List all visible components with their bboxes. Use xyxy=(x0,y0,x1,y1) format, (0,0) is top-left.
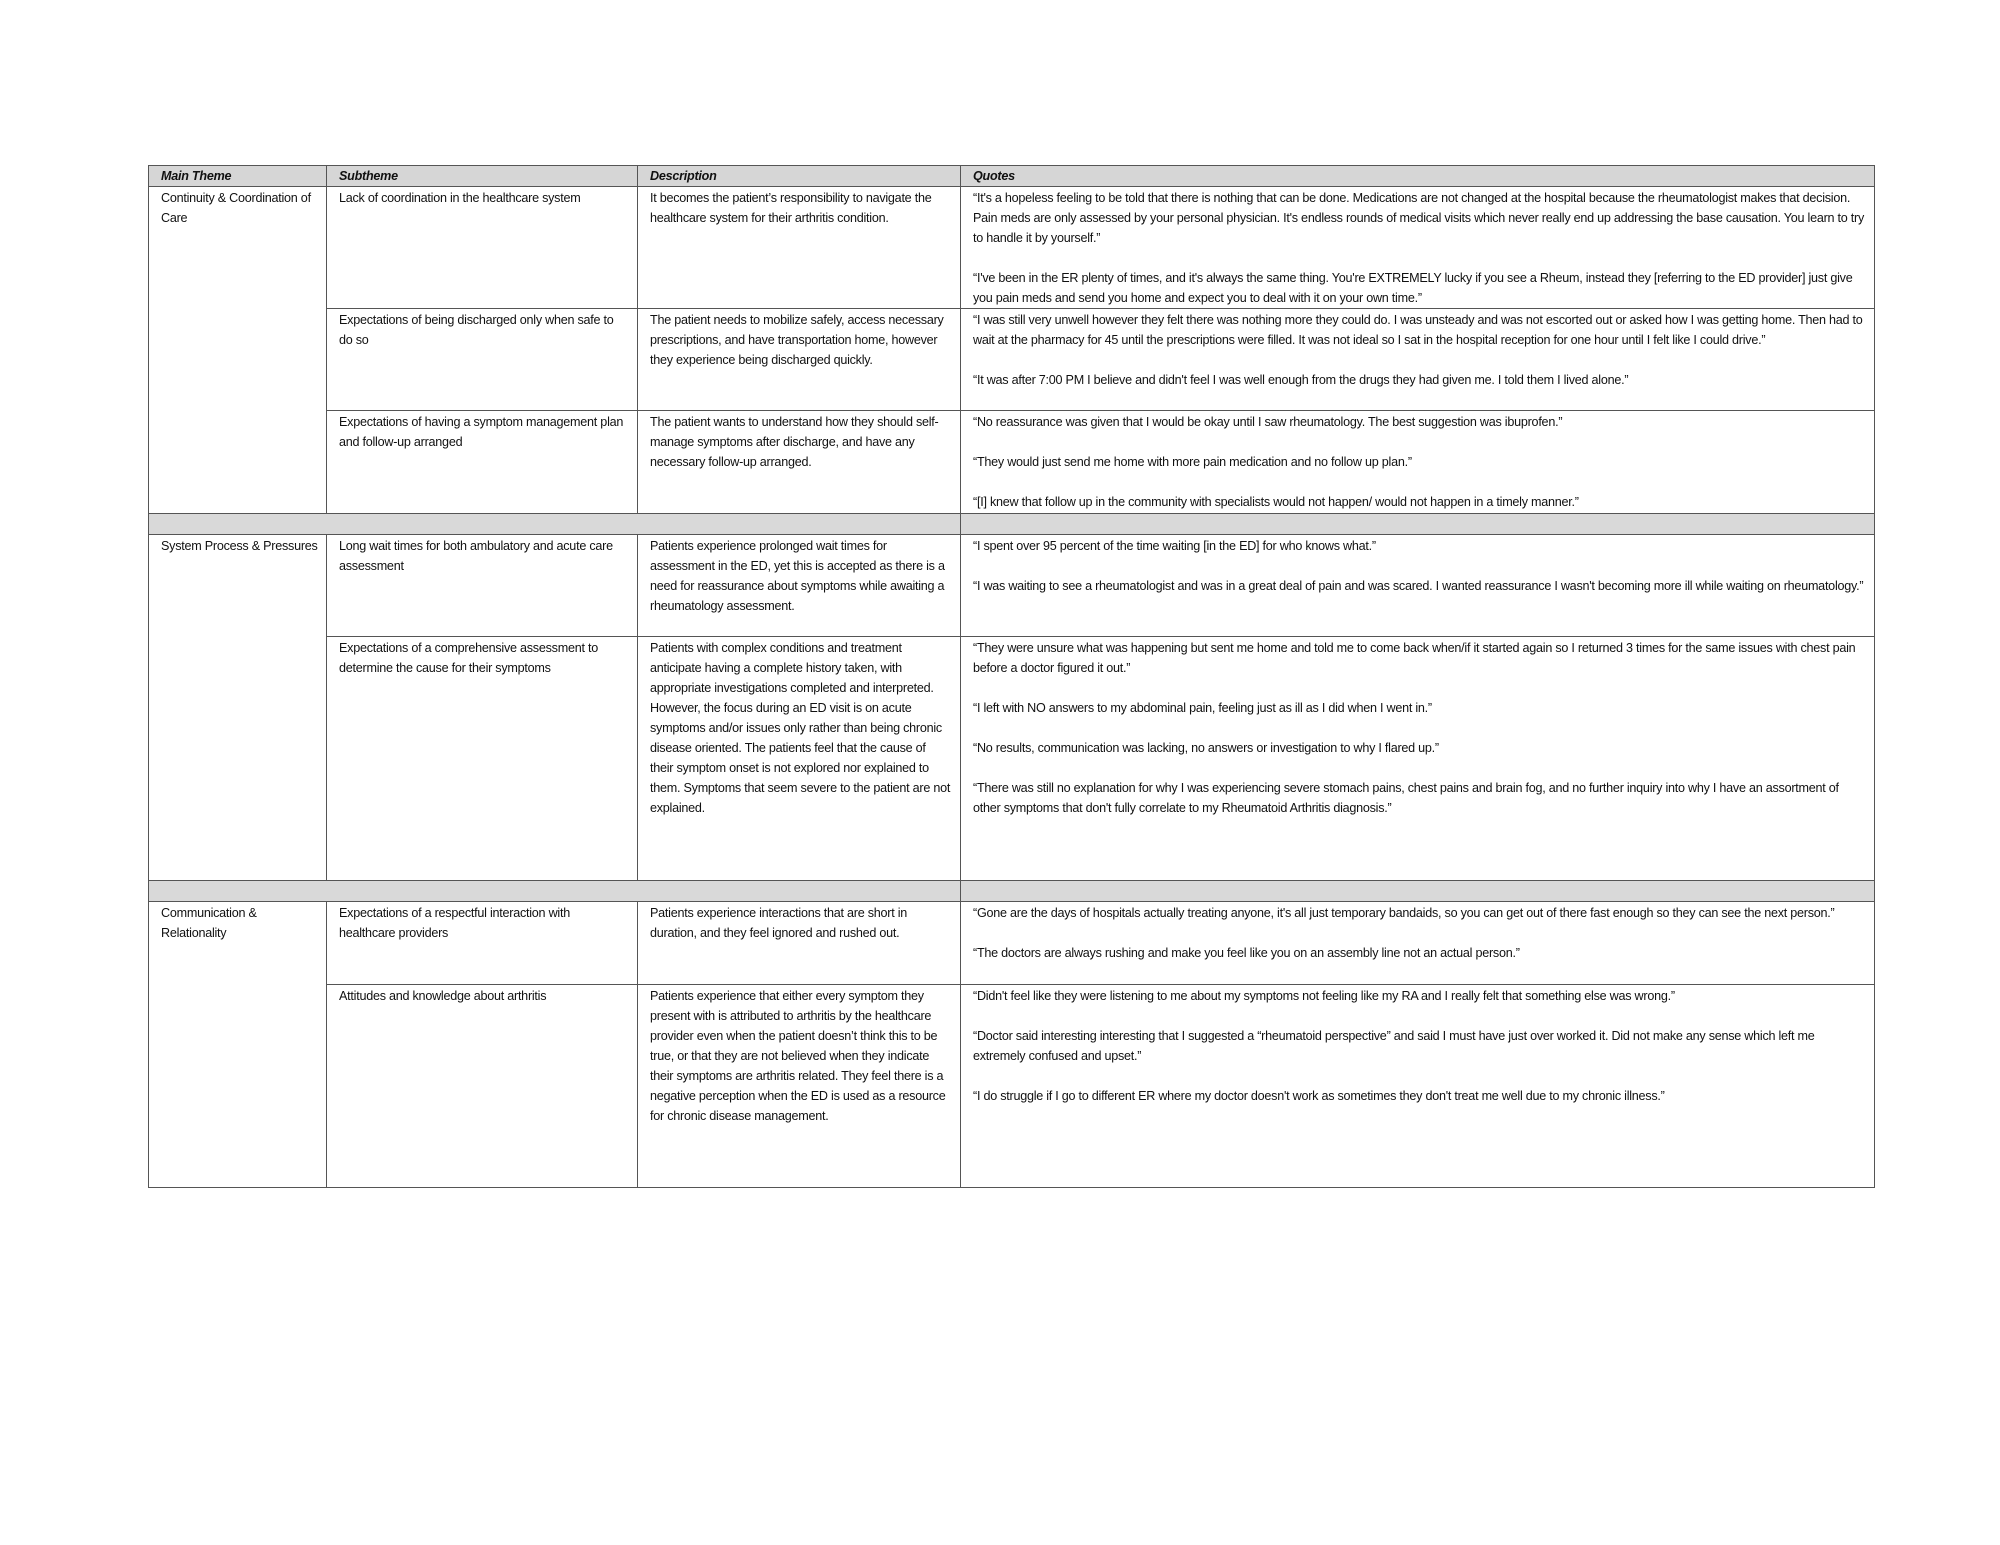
header-quotes: Quotes xyxy=(961,166,1875,187)
header-main-theme: Main Theme xyxy=(149,166,327,187)
subtheme-cell: Expectations of a respectful interaction with healthcare providers xyxy=(327,902,638,985)
quote: “No reassurance was given that I would be okay until I saw rheumatology. The best suggestion was ibuprofen.” xyxy=(973,415,1563,429)
description-cell: The patient wants to understand how they should self-manage symptoms after discharge, and have any necessary follow-up arranged. xyxy=(638,411,961,514)
quotes-cell xyxy=(961,637,1875,881)
quote: “I was still very unwell however they felt there was nothing more they could do. I was unsteady and was not escorted out or asked how I was getting home. Then had to wait at the pharmacy for 45 until the prescriptions were filled. It was not ideal so I sat in the hospital reception for one hour until I felt like I could drive.” xyxy=(973,313,1863,347)
subtheme-cell: Lack of coordination in the healthcare system xyxy=(327,187,638,309)
quote: “I've been in the ER plenty of times, and it's always the same thing. You're EXTREMELY lucky if you see a Rheum, instead they [referring to the ED provider] just give you pain meds and send you home and expect you to deal with it on your own time.” xyxy=(973,271,1853,305)
main-theme-cell: System Process & Pressures xyxy=(149,535,327,881)
table-row xyxy=(149,411,1875,514)
description-cell: Patients experience that either every symptom they present with is attributed to arthritis by the healthcare provider even when the patient doesn’t think this to be true, or that they are not believed when they indicate their symptoms are arthritis related. They feel there is a negative perception when the ED is used as a resource for chronic disease management. xyxy=(638,985,961,1188)
table-row xyxy=(149,637,1875,881)
quote: “Doctor said interesting interesting that I suggested a “rheumatoid perspective” and said I must have just over worked it. Did not make any sense which left me extremely confused and upset.” xyxy=(973,1029,1815,1063)
subtheme-cell: Expectations of a comprehensive assessment to determine the cause for their symptoms xyxy=(327,637,638,881)
quote: “No results, communication was lacking, no answers or investigation to why I flared up.” xyxy=(973,741,1439,755)
quotes-cell xyxy=(961,985,1875,1188)
quote: “They were unsure what was happening but sent me home and told me to come back when/if it started again so I returned 3 times for the same issues with chest pain before a doctor figured it out.” xyxy=(973,641,1856,675)
table-row xyxy=(149,985,1875,1188)
spacer-cell xyxy=(149,881,961,902)
spacer-cell xyxy=(149,514,961,535)
quotes-cell xyxy=(961,902,1875,985)
quote: “Didn't feel like they were listening to me about my symptoms not feeling like my RA and I really felt that something else was wrong.” xyxy=(973,989,1675,1003)
table-row xyxy=(149,187,1875,309)
subtheme-cell: Expectations of being discharged only when safe to do so xyxy=(327,309,638,411)
quotes-cell xyxy=(961,411,1875,514)
spacer-cell xyxy=(961,881,1875,902)
description-cell: Patients with complex conditions and treatment anticipate having a complete history taken, with appropriate investigations completed and interpreted. However, the focus during an ED visit is on acute symptoms and/or issues only rather than being chronic disease oriented. The patients feel that the cause of their symptom onset is not explored nor explained to them. Symptoms that seem severe to the patient are not explained. xyxy=(638,637,961,881)
table-row xyxy=(149,309,1875,411)
description-cell: Patients experience prolonged wait times for assessment in the ED, yet this is accepted as there is a need for reassurance about symptoms while awaiting a rheumatology assessment. xyxy=(638,535,961,637)
spacer-cell xyxy=(961,514,1875,535)
quote: “The doctors are always rushing and make you feel like you on an assembly line not an actual person.” xyxy=(973,946,1520,960)
header-description: Description xyxy=(638,166,961,187)
quote: “It was after 7:00 PM I believe and didn't feel I was well enough from the drugs they had given me. I told them I lived alone.” xyxy=(973,373,1629,387)
quote: “I spent over 95 percent of the time waiting [in the ED] for who knows what.” xyxy=(973,539,1376,553)
spacer-row xyxy=(149,514,1875,535)
quote: “I do struggle if I go to different ER where my doctor doesn't work as sometimes they don't treat me well due to my chronic illness.” xyxy=(973,1089,1665,1103)
quotes-cell xyxy=(961,535,1875,637)
quotes-cell xyxy=(961,309,1875,411)
quotes-cell xyxy=(961,187,1875,309)
quote: “It's a hopeless feeling to be told that there is nothing that can be done. Medications are not changed at the hospital because the rheumatologist makes that decision. Pain meds are only assessed by your personal physician. It's endless rounds of medical visits which never really end up addressing the base causation. You learn to try to handle it by yourself.” xyxy=(973,191,1865,245)
description-cell: The patient needs to mobilize safely, access necessary prescriptions, and have transportation home, however they experience being discharged quickly. xyxy=(638,309,961,411)
subtheme-cell: Expectations of having a symptom management plan and follow-up arranged xyxy=(327,411,638,514)
description-cell: Patients experience interactions that are short in duration, and they feel ignored and rushed out. xyxy=(638,902,961,985)
subtheme-cell: Attitudes and knowledge about arthritis xyxy=(327,985,638,1188)
quote: “They would just send me home with more pain medication and no follow up plan.” xyxy=(973,455,1412,469)
spacer-row xyxy=(149,881,1875,902)
subtheme-cell: Long wait times for both ambulatory and acute care assessment xyxy=(327,535,638,637)
table-row xyxy=(149,535,1875,637)
description-cell: It becomes the patient’s responsibility to navigate the healthcare system for their arthritis condition. xyxy=(638,187,961,309)
quote: “There was still no explanation for why I was experiencing severe stomach pains, chest pains and brain fog, and no further inquiry into why I have an assortment of other symptoms that don't fully correlate to my Rheumatoid Arthritis diagnosis.” xyxy=(973,781,1839,815)
quote: “I left with NO answers to my abdominal pain, feeling just as ill as I did when I went in.” xyxy=(973,701,1432,715)
themes-table xyxy=(148,165,1875,1188)
header-row xyxy=(149,166,1875,187)
header-subtheme: Subtheme xyxy=(327,166,638,187)
main-theme-cell: Communication & Relationality xyxy=(149,902,327,1188)
quote: “I was waiting to see a rheumatologist and was in a great deal of pain and was scared. I wanted reassurance I wasn't becoming more ill while waiting on rheumatology.” xyxy=(973,579,1864,593)
quote: “[I] knew that follow up in the community with specialists would not happen/ would not happen in a timely manner.” xyxy=(973,495,1579,509)
main-theme-cell: Continuity & Coordination of Care xyxy=(149,187,327,514)
quote: “Gone are the days of hospitals actually treating anyone, it's all just temporary bandaids, so you can get out of there fast enough so they can see the next person.” xyxy=(973,906,1835,920)
table-row xyxy=(149,902,1875,985)
